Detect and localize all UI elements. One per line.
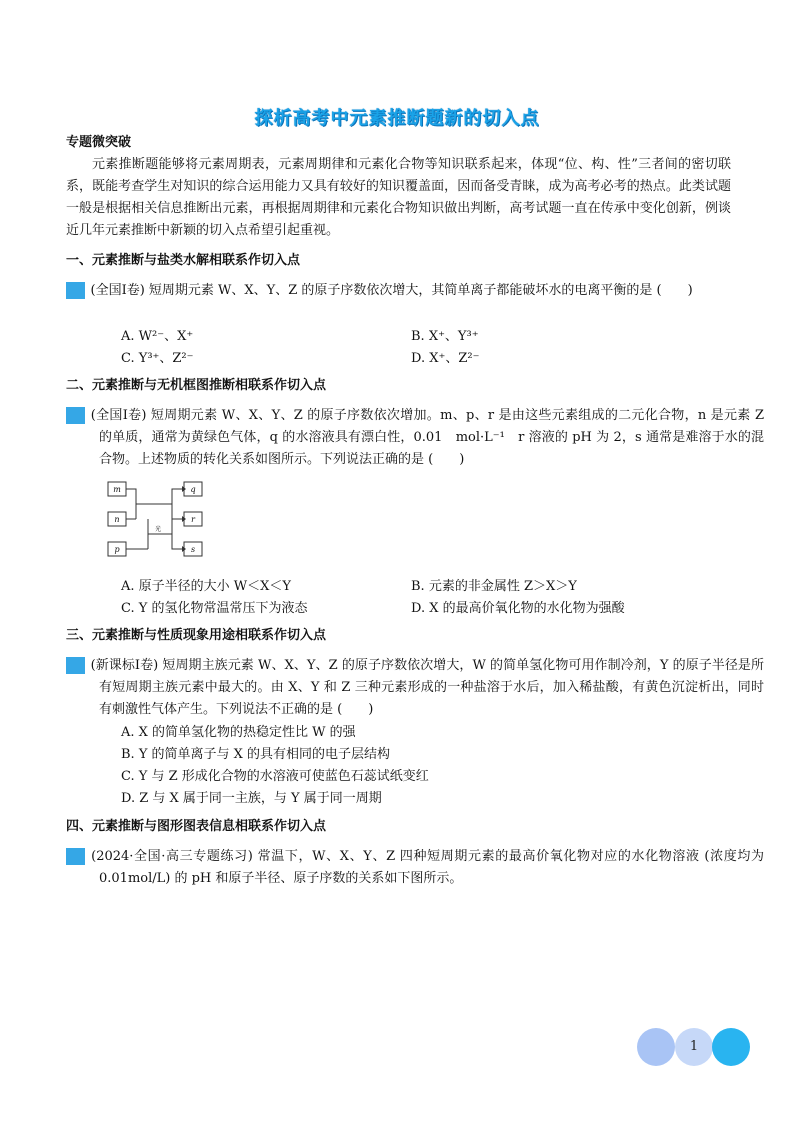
- option-c: C. Y 与 Z 形成化合物的水溶液可使蓝色石蕊试纸变红: [121, 769, 429, 784]
- label-m: m: [113, 485, 121, 494]
- option-c: C. Y 的氢化物常温常压下为液态: [121, 601, 308, 616]
- page-number: 1: [689, 1039, 699, 1054]
- option-b: B. X⁺、Y³⁺: [411, 329, 479, 344]
- example-4-badge: 例 4: [66, 848, 85, 865]
- option-d: D. X⁺、Z²⁻: [411, 351, 480, 366]
- example-2-question: [36, 405, 764, 471]
- example-2-options: [121, 576, 681, 620]
- example-3-question: [36, 655, 764, 721]
- example-4-question: [36, 846, 764, 890]
- label-p: p: [114, 545, 120, 554]
- example-3-text: (新课标Ⅰ卷) 短周期主族元素 W、X、Y、Z 的原子序数依次增大，W 的简单氢化物可用作制冷剂，Y 的原子半径是所有短周期主族元素中最大的。由 X、Y 和 Z 三种元素形成的一种盐溶于水后，加入稀盐酸，有黄色沉淀析出，同时有刺激性气体产生。下列说法不正确的是 ( ): [90, 658, 764, 717]
- example-4-text: (2024·全国·高三专题练习) 常温下，W、X、Y、Z 四种短周期元素的最高价氧化物对应的水化物溶液 (浓度均为 0.01mol/L) 的 pH 和原子半径、原子序数的关系如下图所示。: [91, 849, 764, 886]
- topic-heading: 专题微突破: [66, 135, 132, 150]
- label-r: r: [191, 515, 195, 524]
- intro-paragraph: 元素推断题能够将元素周期表，元素周期律和元素化合物等知识联系起来，体现“位、构、性”三者间的密切联系，既能考查学生对知识的综合运用能力又具有较好的知识覆盖面，因而备受青睐，成为高考必考的热点。此类试题一般是根据相关信息推断出元素，再根据周期律和元素化合物知识做出判断，高考试题一直在传承中变化创新，例谈近几年元素推断中新颖的切入点希望引起重视。: [66, 157, 731, 238]
- option-a: A. W²⁻、X⁺: [121, 329, 194, 344]
- option-c: C. Y³⁺、Z²⁻: [121, 351, 194, 366]
- label-s: s: [190, 545, 196, 554]
- section-4-heading: 四、元素推断与图形图表信息相联系作切入点: [66, 819, 327, 834]
- example-2-badge: 例 2: [66, 407, 85, 424]
- example-1-badge: 例 1: [66, 282, 85, 299]
- example-1-options: [121, 326, 681, 370]
- decor-circle-middle: [675, 1028, 713, 1066]
- option-b: B. 元素的非金属性 Z＞X＞Y: [411, 579, 577, 594]
- example-1-text: (全国Ⅰ卷) 短周期元素 W、X、Y、Z 的原子序数依次增大，其简单离子都能破坏水的电离平衡的是 ( ): [90, 283, 693, 298]
- page-number-badge: [637, 1028, 750, 1066]
- document-title: 探析高考中元素推断题新的切入点: [254, 108, 540, 129]
- example-3-badge: 例 3: [66, 657, 85, 674]
- label-n: n: [114, 515, 120, 524]
- section-1-heading: 一、元素推断与盐类水解相联系作切入点: [66, 253, 301, 268]
- example-2-text: (全国Ⅰ卷) 短周期元素 W、X、Y、Z 的原子序数依次增加。m、p、r 是由这些元素组成的二元化合物，n 是元素 Z 的单质，通常为黄绿色气体，q 的水溶液具有漂白性，0.01 mol·L⁻¹ r 溶液的 pH 为 2，s 通常是难溶于水的混合物。上述物质的转化关系如图所示。下列说法正确的是 ( ): [90, 408, 764, 467]
- option-a: A. 原子半径的大小 W＜X＜Y: [121, 579, 291, 594]
- section-2-heading: 二、元素推断与无机框图推断相联系作切入点: [66, 378, 327, 393]
- example-1-question: [36, 280, 764, 302]
- example-3-options: [121, 722, 681, 810]
- decor-circle-right: [712, 1028, 750, 1066]
- option-d: D. X 的最高价氧化物的水化物为强酸: [411, 601, 625, 616]
- option-b: B. Y 的简单离子与 X 的具有相同的电子层结构: [121, 747, 391, 762]
- decor-circle-left: [637, 1028, 675, 1066]
- arrow-label-light: 光: [154, 526, 162, 533]
- label-q: q: [190, 485, 196, 494]
- option-a: A. X 的简单氢化物的热稳定性比 W 的强: [121, 725, 356, 740]
- conversion-diagram: [104, 478, 214, 563]
- option-d: D. Z 与 X 属于同一主族，与 Y 属于同一周期: [121, 791, 382, 806]
- section-3-heading: 三、元素推断与性质现象用途相联系作切入点: [66, 628, 327, 643]
